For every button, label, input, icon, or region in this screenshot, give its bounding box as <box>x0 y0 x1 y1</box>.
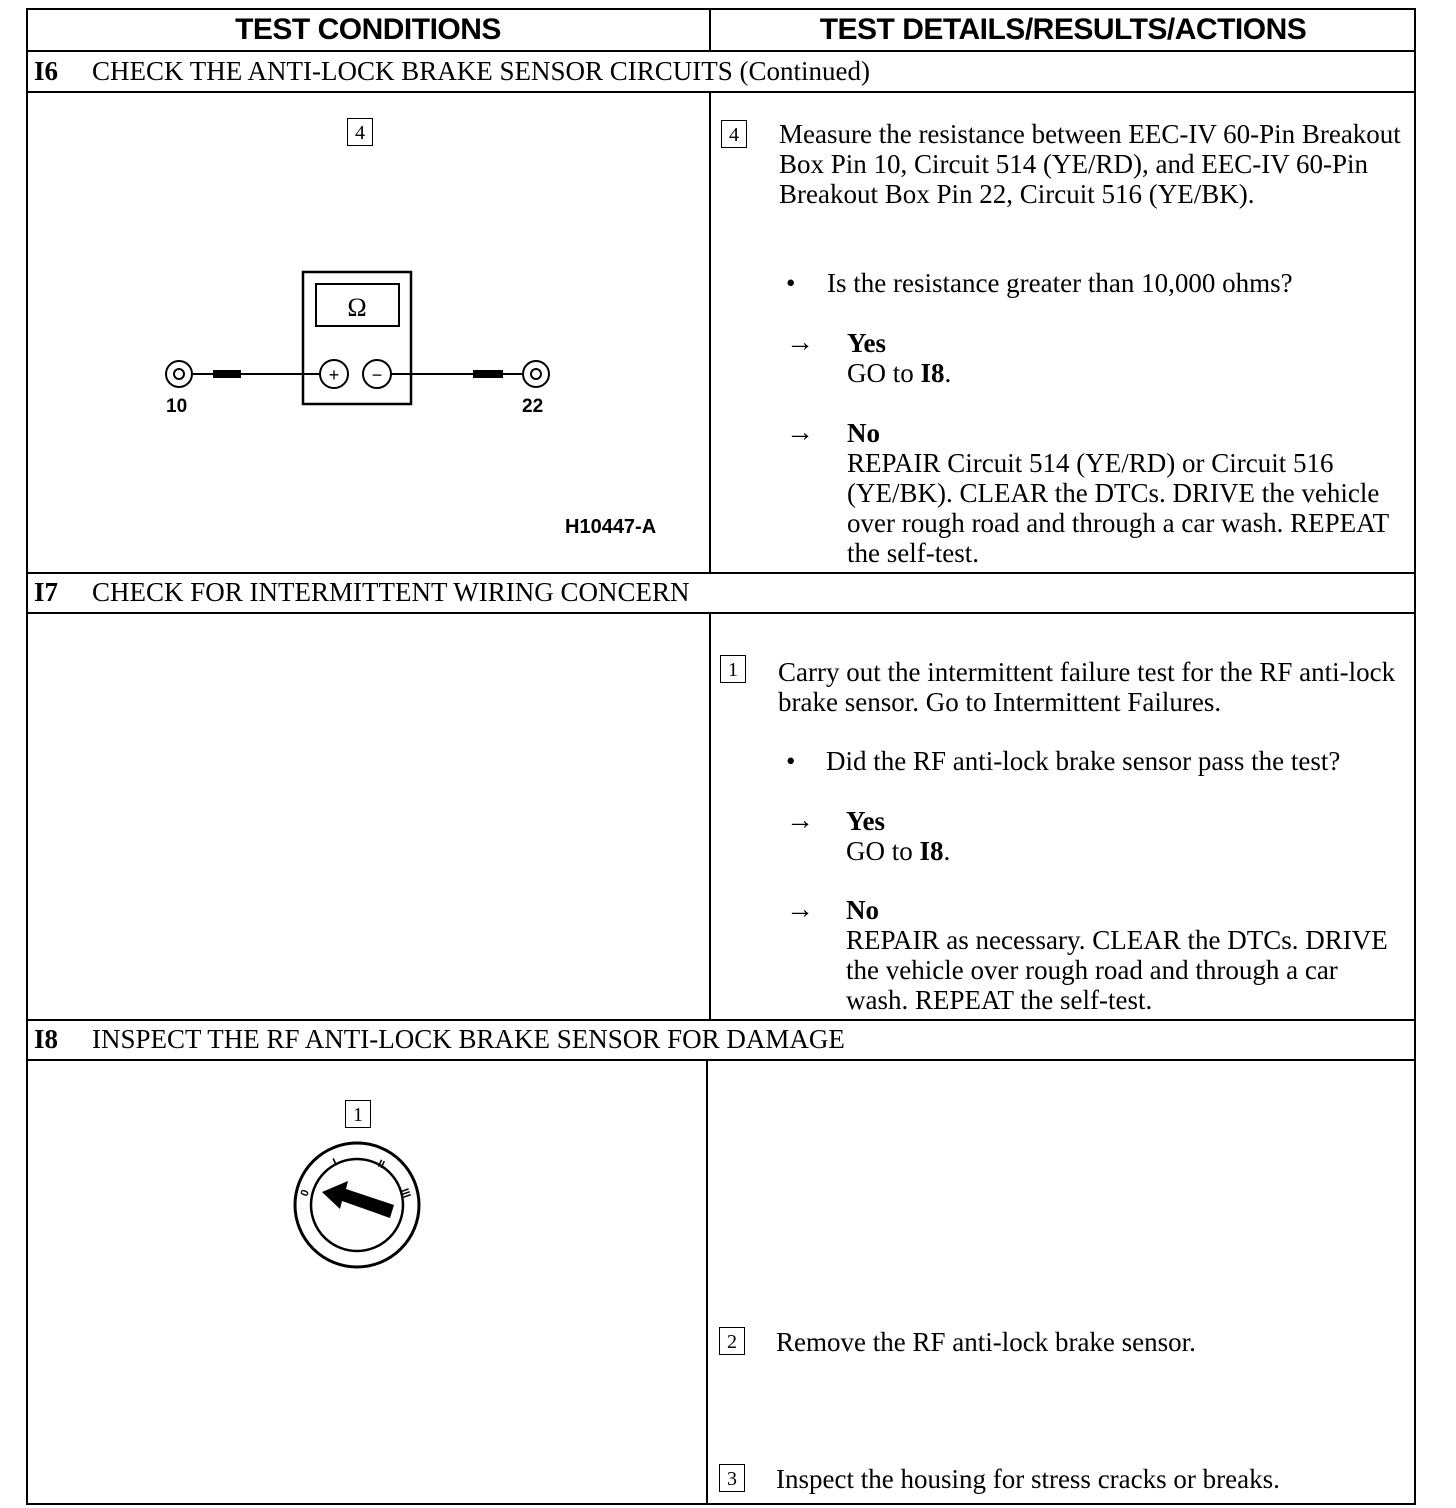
ignition-switch-diagram <box>0 0 710 1300</box>
i6-no-label: No <box>847 418 880 448</box>
i7-step-text: Carry out the intermittent failure test for the RF anti-lock brake sensor. Go to Intermittent Failures. <box>778 657 1396 717</box>
i6-yes-label: Yes <box>847 328 886 358</box>
section-i7-id: I7 <box>34 577 59 607</box>
i6-step-number-box: 4 <box>721 120 747 148</box>
i6-question: Is the resistance greater than 10,000 ohms? <box>827 268 1293 298</box>
pin-10-label: 10 <box>166 396 188 417</box>
i6-no-answer <box>847 418 1407 568</box>
i6-yes-arrow-icon: → <box>786 327 814 358</box>
ignition-pos-2: II <box>375 1157 387 1172</box>
i6-bullet: • <box>786 268 796 298</box>
plus-symbol: + <box>328 365 340 385</box>
ohm-symbol: Ω <box>347 293 367 322</box>
i8-step-3-text: Inspect the housing for stress cracks or breaks. <box>776 1464 1280 1494</box>
section-i6-title-text: CHECK THE ANTI-LOCK BRAKE SENSOR CIRCUITS (Continued) <box>92 56 871 86</box>
i7-no-arrow-icon: → <box>786 894 814 925</box>
i8-step-2-number-box: 2 <box>719 1327 745 1355</box>
minus-symbol: − <box>371 365 383 385</box>
section-i6-id: I6 <box>34 56 59 86</box>
i6-no-action: REPAIR Circuit 514 (YE/RD) or Circuit 516 (YE/BK). CLEAR the DTCs. DRIVE the vehicle over rough road and through a car wash. REPEAT the self-test. <box>847 448 1389 568</box>
i7-question: Did the RF anti-lock brake sensor pass the test? <box>826 746 1341 776</box>
i6-figure-step-box: 4 <box>347 118 373 146</box>
i8-figure-step-box: 1 <box>345 1100 371 1128</box>
i6-yes-suffix: . <box>944 358 952 388</box>
i6-step-text: Measure the resistance between EEC-IV 60-Pin Breakout Box Pin 10, Circuit 514 (YE/RD), and EEC-IV 60-Pin Breakout Box Pin 22, Circuit 516 (YE/BK). <box>779 119 1401 209</box>
i7-yes-arrow-icon: → <box>786 805 814 836</box>
ignition-pos-3: III <box>398 1186 413 1200</box>
section-i7-title-text: CHECK FOR INTERMITTENT WIRING CONCERN <box>92 577 690 607</box>
i7-yes-target: I8 <box>919 836 944 866</box>
ignition-pos-1: I <box>331 1156 340 1169</box>
i7-no-answer <box>846 895 1406 1015</box>
i7-yes-prefix: GO to <box>846 836 920 866</box>
i6-yes-target: I8 <box>920 358 945 388</box>
i6-yes-answer <box>847 328 1407 388</box>
i8-step-2-text: Remove the RF anti-lock brake sensor. <box>776 1327 1196 1357</box>
i8-step-3-number-box: 3 <box>719 1464 745 1492</box>
ignition-key-arrow-icon <box>322 1181 394 1218</box>
ignition-pos-0: 0 <box>298 1188 312 1199</box>
i7-no-label: No <box>846 895 879 925</box>
section-i8-id: I8 <box>34 1024 59 1054</box>
i7-yes-label: Yes <box>846 806 885 836</box>
i7-yes-answer <box>846 806 1406 866</box>
pin-22-label: 22 <box>522 396 544 417</box>
i7-bullet: • <box>786 746 796 776</box>
section-i8-title-text: INSPECT THE RF ANTI-LOCK BRAKE SENSOR FOR DAMAGE <box>92 1024 845 1054</box>
i7-yes-suffix: . <box>943 836 951 866</box>
i6-no-arrow-icon: → <box>786 417 814 448</box>
header-test-details: TEST DETAILS/RESULTS/ACTIONS <box>819 13 1307 46</box>
i7-no-action: REPAIR as necessary. CLEAR the DTCs. DRIVE the vehicle over rough road and through a car wash. REPEAT the self-test. <box>846 925 1388 1015</box>
table-bottom-border <box>26 1503 1416 1505</box>
figure-code-label: H10447-A <box>565 516 657 538</box>
i6-yes-prefix: GO to <box>847 358 921 388</box>
i7-step-number-box: 1 <box>720 655 746 683</box>
table-right-border <box>1414 8 1416 1505</box>
header-test-conditions: TEST CONDITIONS <box>235 13 501 46</box>
